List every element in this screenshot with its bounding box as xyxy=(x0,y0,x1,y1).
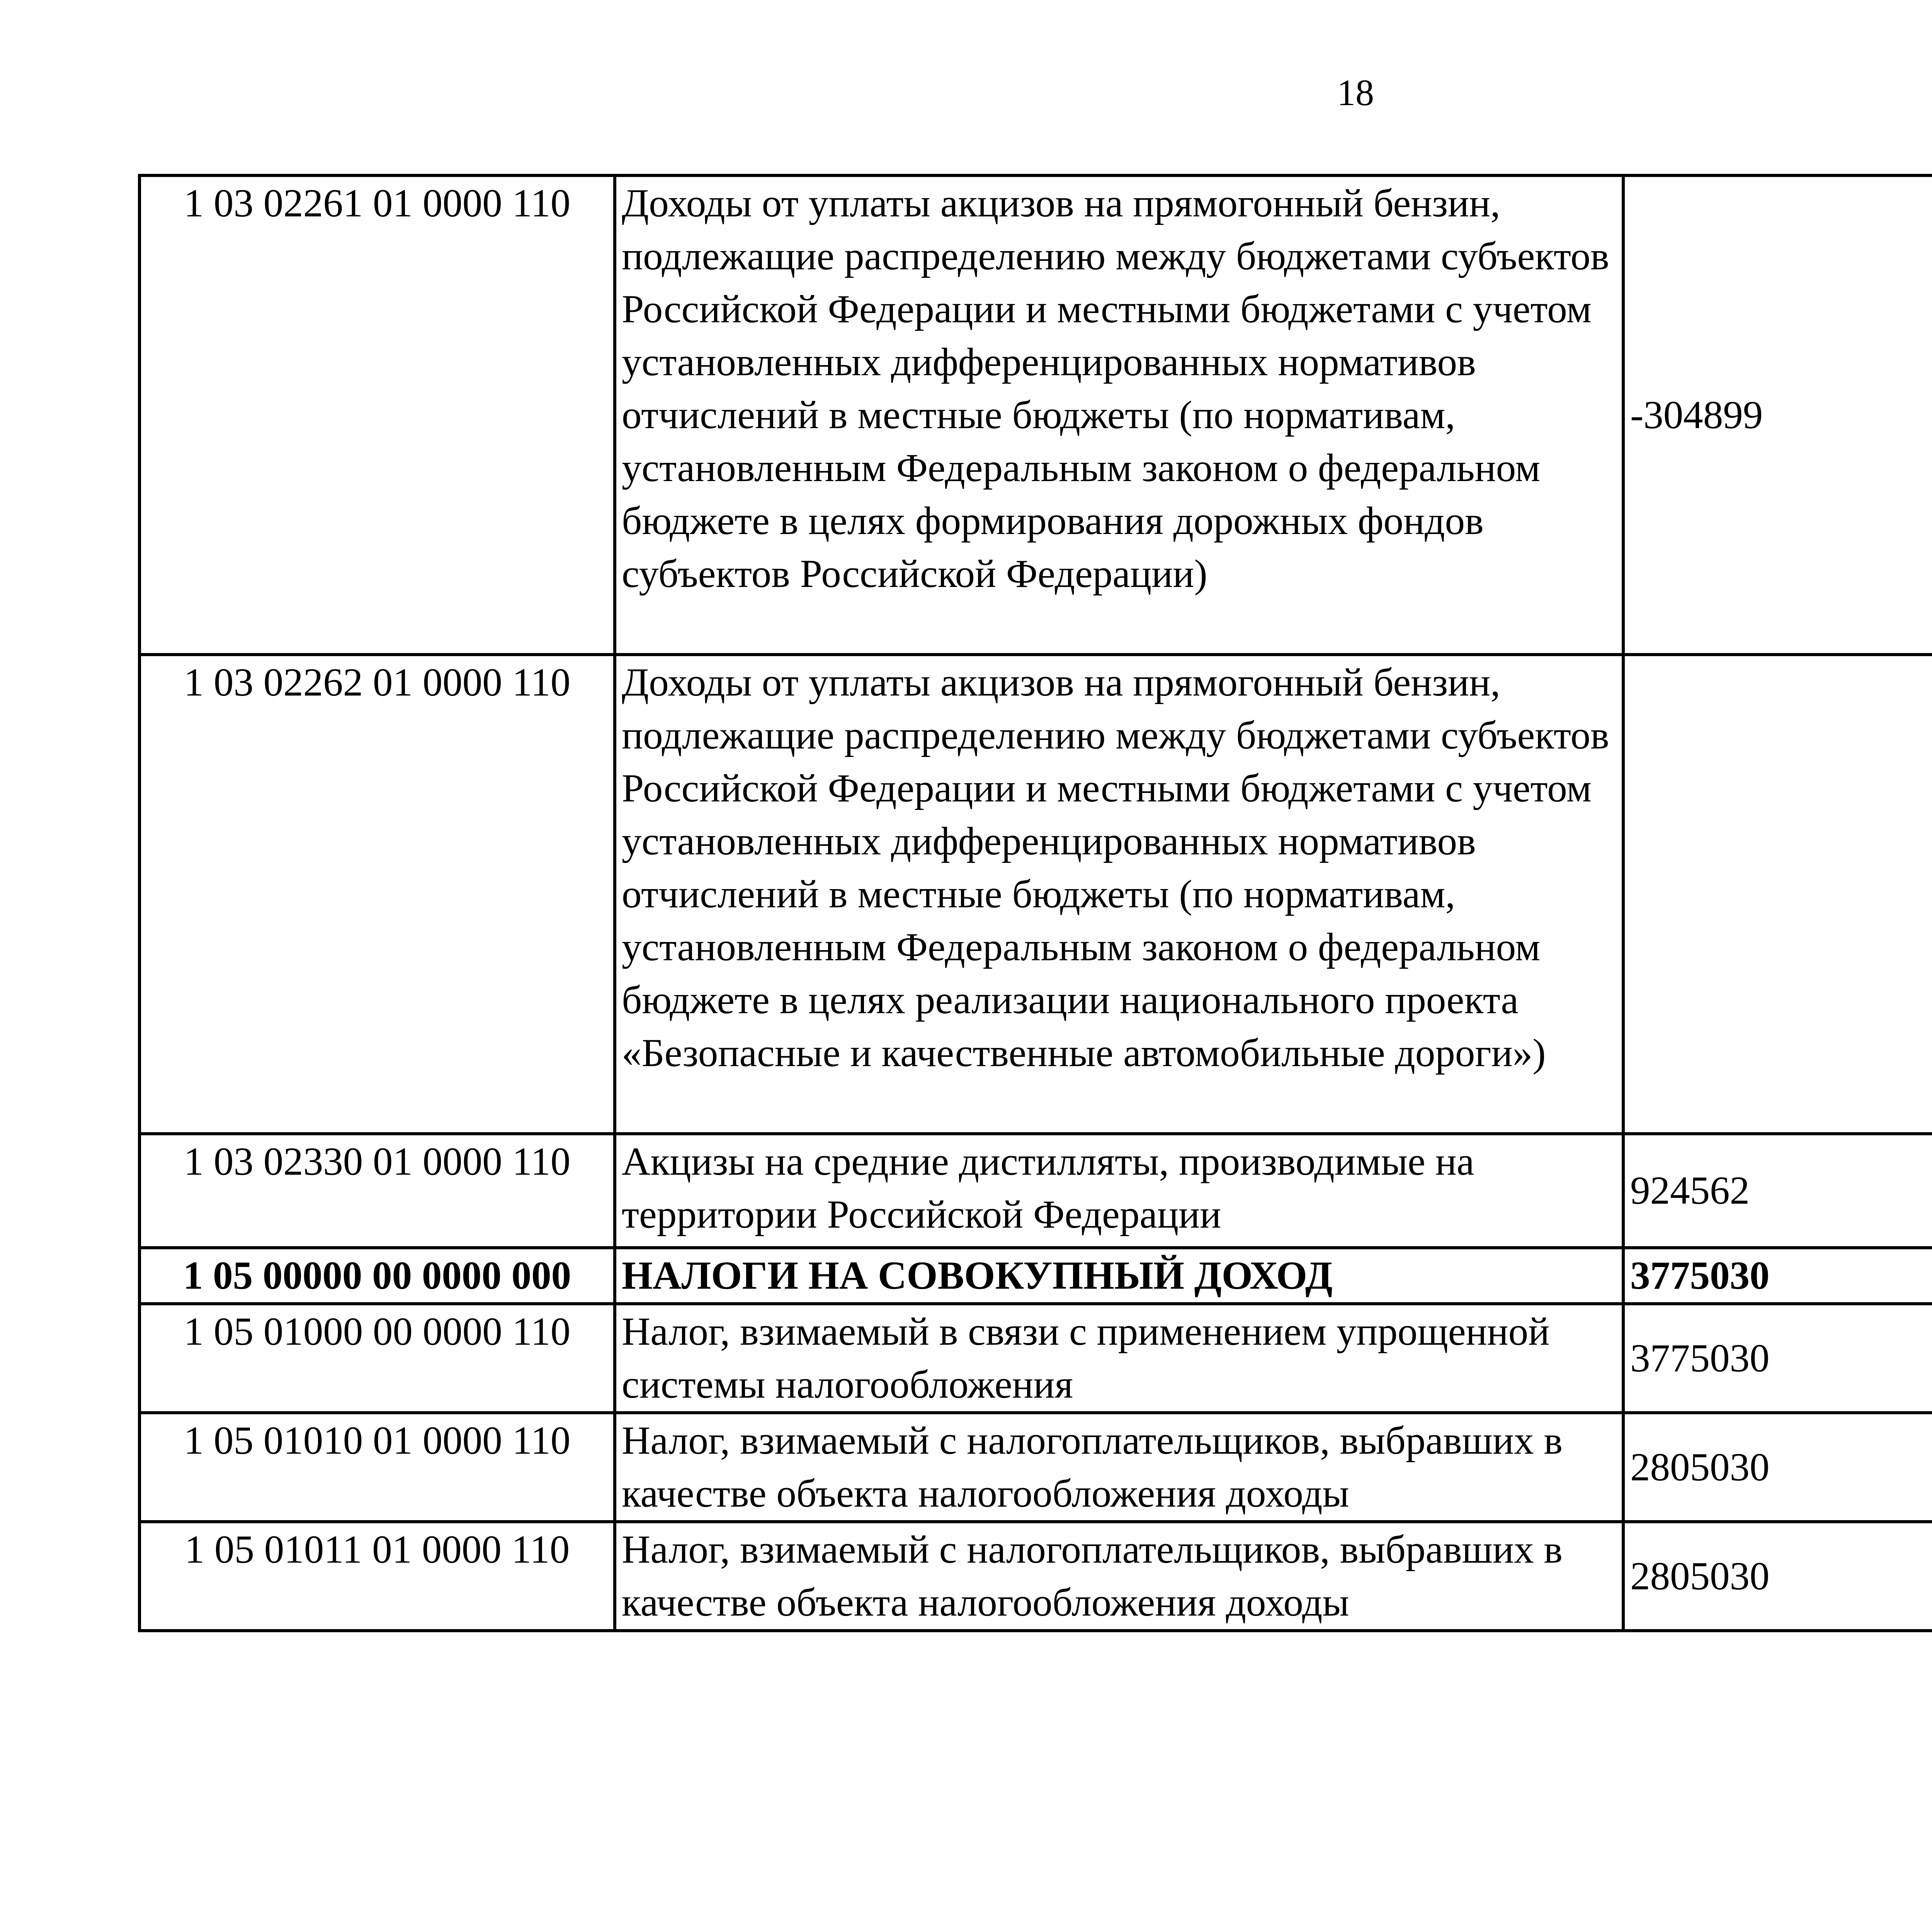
description-cell: Налог, взимаемый с налогоплательщиков, выбравших в качестве объекта налогообложения доходы xyxy=(615,1413,1623,1522)
description-cell: Налог, взимаемый в связи с применением упрощенной системы налогообложения xyxy=(615,1304,1623,1413)
table-row xyxy=(139,1522,1932,1631)
table-row xyxy=(139,1134,1932,1248)
description-cell: Налог, взимаемый с налогоплательщиков, выбравших в качестве объекта налогообложения доходы xyxy=(615,1522,1623,1631)
value-cell-1: 3775030 xyxy=(1623,1248,1932,1304)
value-cell-1: 2805030 xyxy=(1623,1522,1932,1631)
value-cell-1: 3775030 xyxy=(1623,1304,1932,1413)
page-number: 18 xyxy=(1337,72,1374,113)
classification-code-cell: 1 03 02330 01 0000 110 xyxy=(139,1134,615,1248)
table-row xyxy=(139,655,1932,1134)
description-cell: НАЛОГИ НА СОВОКУПНЫЙ ДОХОД xyxy=(615,1248,1623,1304)
table-row-section-total xyxy=(139,1248,1932,1304)
description-cell: Доходы от уплаты акцизов на прямогонный бензин, подлежащие распределению между бюджетами субъектов Российской Федерации и местными бюджетами с учетом установленных дифференцированных нормативов отчислений в местные бюджеты (по нормативам, установленным Федеральным законом о федеральном бюджете в целях формирования дорожных фондов субъектов Российской Федерации) xyxy=(615,175,1623,655)
classification-code-cell: 1 03 02262 01 0000 110 xyxy=(139,655,615,1134)
classification-code-cell: 1 05 00000 00 0000 000 xyxy=(139,1248,615,1304)
classification-code-cell: 1 05 01011 01 0000 110 xyxy=(139,1522,615,1631)
table-row xyxy=(139,1304,1932,1413)
classification-code-cell: 1 03 02261 01 0000 110 xyxy=(139,175,615,655)
budget-revenue-table xyxy=(138,174,1932,1632)
classification-code-cell: 1 05 01010 01 0000 110 xyxy=(139,1413,615,1522)
table-row xyxy=(139,175,1932,655)
description-cell: Доходы от уплаты акцизов на прямогонный бензин, подлежащие распределению между бюджетами субъектов Российской Федерации и местными бюджетами с учетом установленных дифференцированных нормативов отчислений в местные бюджеты (по нормативам, установленным Федеральным законом о федеральном бюджете в целях реализации национального проекта «Безопасные и качественные автомобильные дороги») xyxy=(615,655,1623,1134)
value-cell-1: 924562 xyxy=(1623,1134,1932,1248)
value-cell-1: -304899 xyxy=(1623,175,1932,655)
classification-code-cell: 1 05 01000 00 0000 110 xyxy=(139,1304,615,1413)
value-cell-1: 2805030 xyxy=(1623,1413,1932,1522)
description-cell: Акцизы на средние дистилляты, производимые на территории Российской Федерации xyxy=(615,1134,1623,1248)
table-row xyxy=(139,1413,1932,1522)
value-cell-1 xyxy=(1623,655,1932,1134)
